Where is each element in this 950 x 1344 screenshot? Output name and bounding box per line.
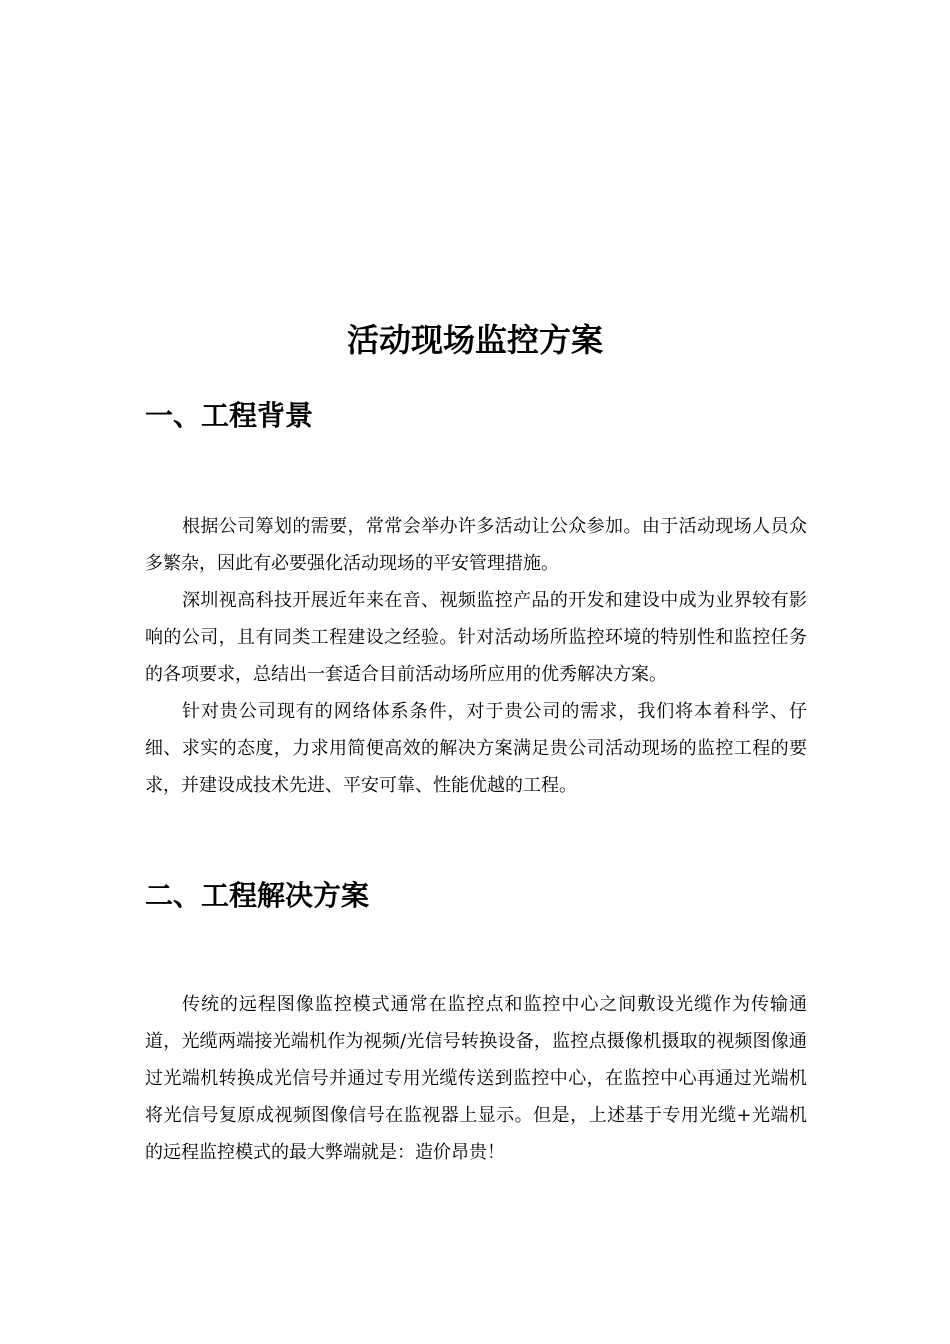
- paragraph: 深圳视高科技开展近年来在音、视频监控产品的开发和建设中成为业界较有影响的公司，且有同类工程建设之经验。针对活动场所监控环境的特别性和监控任务的各项要求，总结出一套适合目前活动场所应用的优秀解决方案。: [145, 590, 807, 685]
- document-title: 活动现场监控方案: [346, 321, 603, 359]
- section-body-solution: [145, 986, 807, 1171]
- section-body-background: [145, 508, 807, 804]
- paragraph: 根据公司筹划的需要，常常会举办许多活动让公众参加。由于活动现场人员众多繁杂，因此有必要强化活动现场的平安管理措施。: [145, 516, 807, 574]
- paragraph: 传统的远程图像监控模式通常在监控点和监控中心之间敷设光缆作为传输通道，光缆两端接光端机作为视频/光信号转换设备，监控点摄像机摄取的视频图像通过光端机转换成光信号并通过专用光缆传送到监控中心，在监控中心再通过光端机将光信号复原成视频图像信号在监视器上显示。但是，上述基于专用光缆+光端机的远程监控模式的最大弊端就是：造价昂贵！: [145, 994, 807, 1163]
- section-heading-background: 一、工程背景: [145, 399, 314, 432]
- section-heading-solution: 二、工程解决方案: [145, 879, 370, 912]
- paragraph: 针对贵公司现有的网络体系条件，对于贵公司的需求，我们将本着科学、仔细、求实的态度，力求用简便高效的解决方案满足贵公司活动现场的监控工程的要求，并建设成技术先进、平安可靠、性能优越的工程。: [145, 701, 807, 796]
